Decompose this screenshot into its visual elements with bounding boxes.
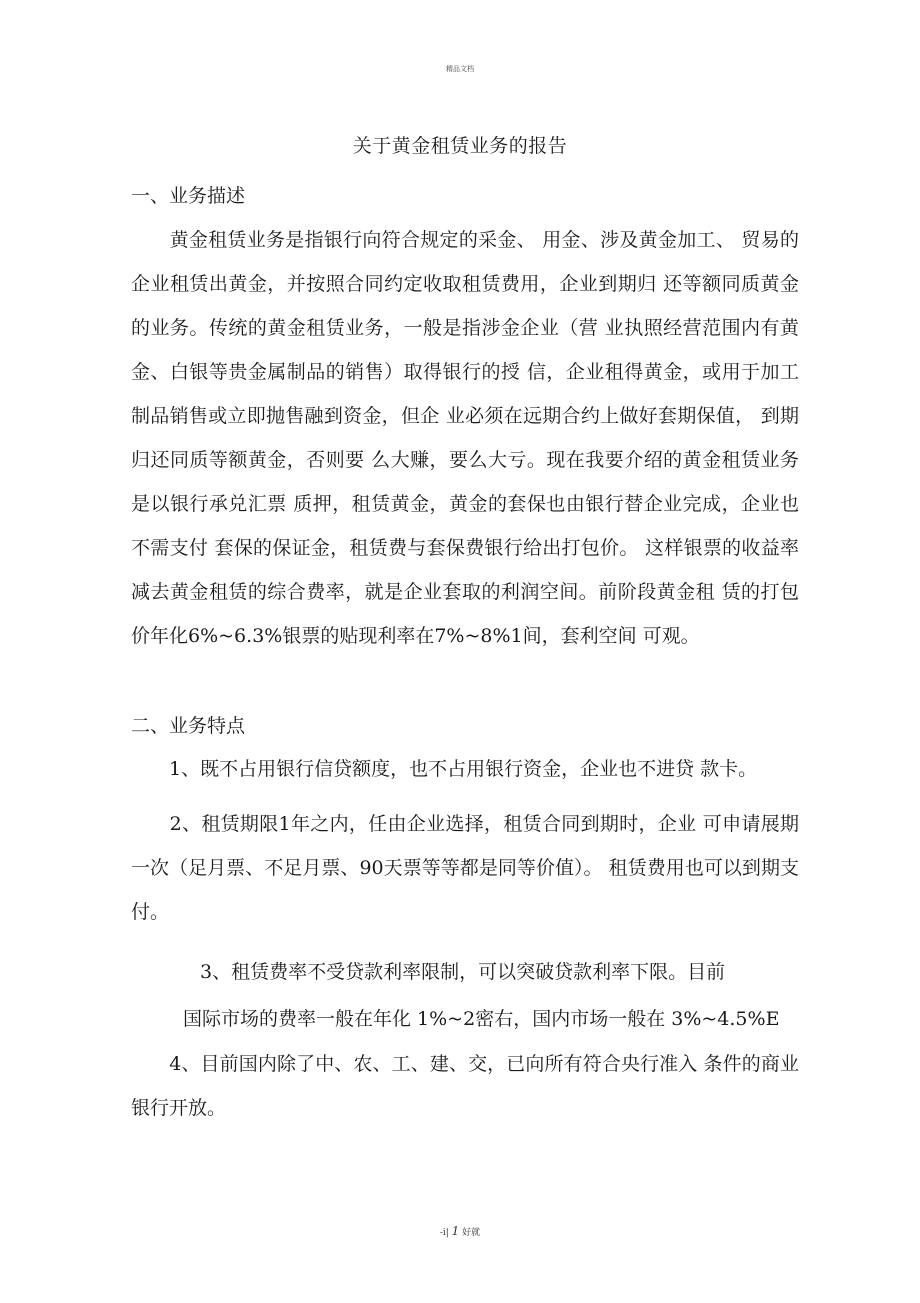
footer-suffix: 好就 bbox=[462, 1228, 481, 1238]
footer-prefix: -i| bbox=[439, 1228, 449, 1238]
section-heading-features: 二、业务特点 bbox=[131, 715, 246, 737]
paragraph-description: 黄金租赁业务是指银行向符合规定的采金、 用金、涉及黄金加工、 贸易的企业租赁出黄金，并按照合同约定收取租赁费用，企业到期归 还等额同质黄金的业务。传统的黄金租赁业务，一般是指涉金企业（营 业执照经营范围内有黄金、白银等贵金属制品的销售）取得银行的授 信，企业租得黄金，或用于加工制品销售或立即抛售融到资金，但企 业必须在远期合约上做好套期保值， 到期归还同质等额黄金，否则要 么大赚，要么大亏。现在我要介绍的黄金租赁业务是以银行承兑汇票 质押，租赁黄金，黄金的套保也由银行替企业完成，企业也不需支付 套保的保证金，租赁费与套保费银行给出打包价。 这样银票的收益率 减去黄金租赁的综合费率，就是企业套取的利润空间。前阶段黄金租 赁的打包价年化6%~6.3%银票的贴现利率在7%~8%1间，套利空间 可观。 bbox=[131, 229, 799, 647]
feature-item-1: 1、既不占用银行信贷额度，也不占用银行资金，企业也不进贷 款卡。 bbox=[131, 758, 758, 780]
document-title: 关于黄金租赁业务的报告 bbox=[352, 135, 568, 157]
page-footer bbox=[0, 1224, 920, 1238]
feature-item-3-continued: 国际市场的费率一般在年化 1%~2密右，国内市场一般在 3%~4.5%E bbox=[183, 1008, 780, 1030]
page-number: 1 bbox=[451, 1224, 460, 1238]
feature-item-4: 4、目前国内除了中、农、工、建、交，已向所有符合央行准入 条件的商业银行开放。 bbox=[131, 1053, 799, 1119]
feature-item-2: 2、租赁期限1年之内，任由企业选择，租赁合同到期时，企业 可申请展期一次（足月票、不足月票、90天票等等都是同等价值）。 租赁费用也可以到期支付。 bbox=[131, 813, 799, 923]
section-heading-description: 一、业务描述 bbox=[131, 185, 246, 207]
feature-item-3: 3、租赁费率不受贷款利率限制，可以突破贷款利率下限。目前 bbox=[200, 961, 726, 983]
header-mark: 精品文档 bbox=[446, 65, 474, 73]
